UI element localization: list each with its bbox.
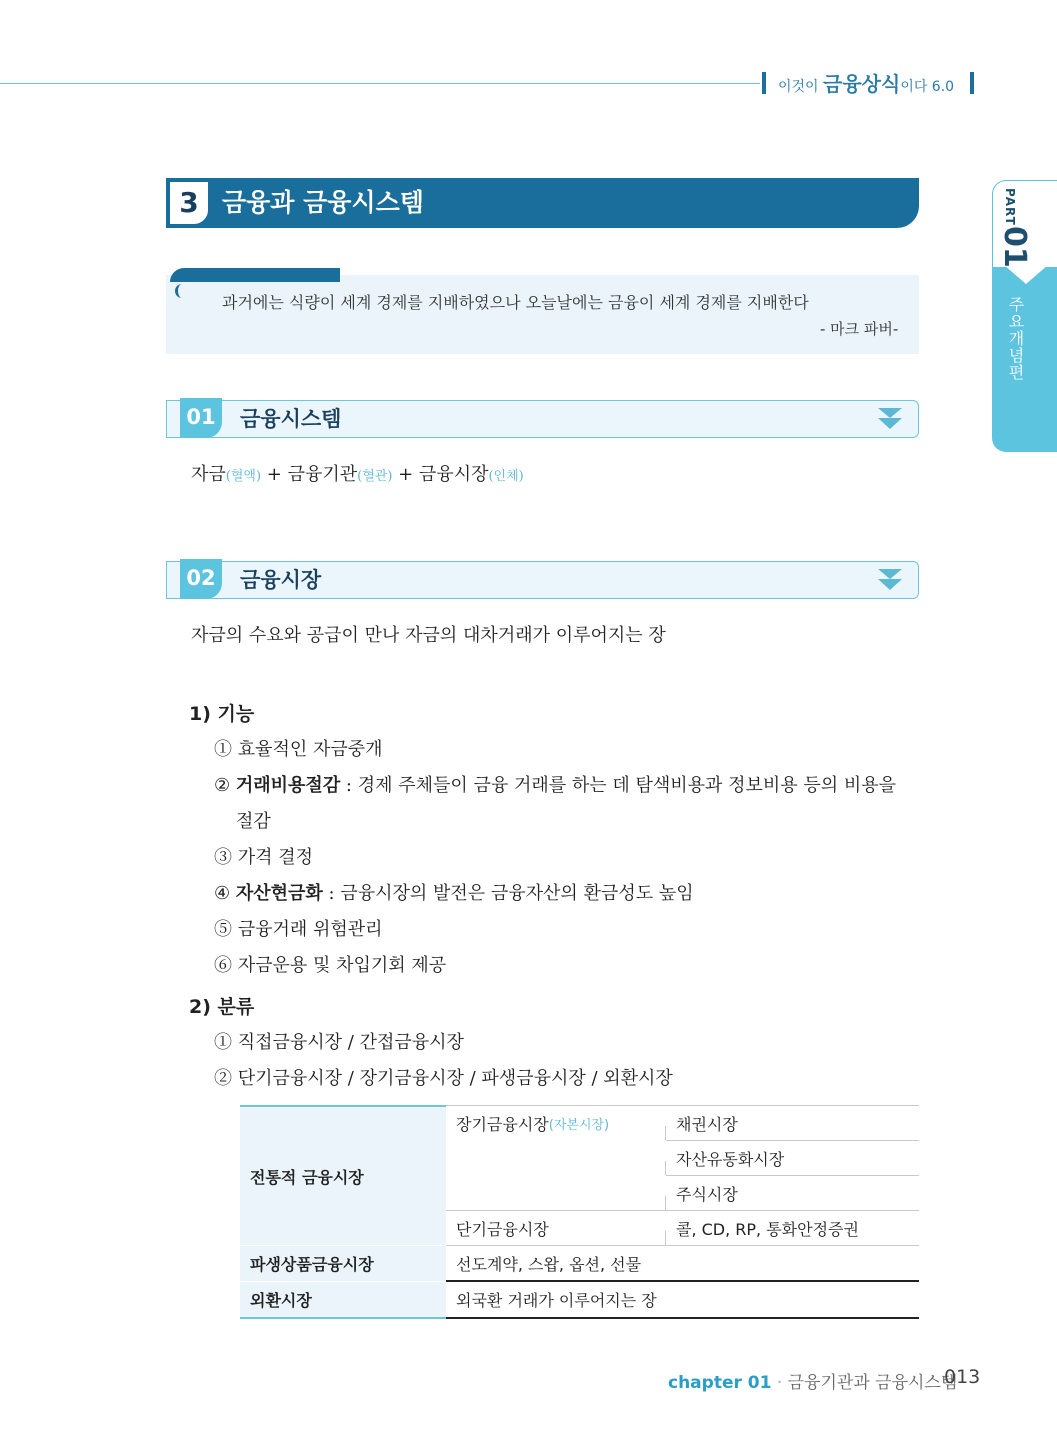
- chapter-number: 3: [168, 180, 210, 226]
- header-emphasis: 금융상식: [823, 72, 901, 96]
- item-marker: ②: [214, 775, 231, 796]
- classification-item-1: [214, 1028, 464, 1054]
- header-bar-left: [762, 72, 766, 94]
- classification-item-2: [214, 1064, 673, 1090]
- formula-institution-note: (혈관): [357, 469, 393, 484]
- section-title-01: 금융시스템: [240, 407, 342, 431]
- item-marker: ②: [214, 1068, 232, 1089]
- quote-text: 과거에는 식량이 세계 경제를 지배하였으나 오늘날에는 금융이 세계 경제를 지배한다: [222, 293, 809, 312]
- chevron-down-icon: [878, 408, 902, 430]
- section-number-01: 01: [180, 398, 222, 438]
- function-item-1: [214, 735, 383, 761]
- cell-derivatives-market: 파생상품금융시장: [240, 1246, 446, 1281]
- side-tab-part-label: PART: [1003, 188, 1017, 226]
- quote-box: [166, 275, 919, 354]
- long-term-label: 장기금융시장: [456, 1115, 549, 1134]
- function-item-3: [214, 843, 313, 869]
- item-term: 자산현금화: [235, 883, 323, 904]
- cell-long-term-market: [446, 1106, 664, 1141]
- table-col-tick: [665, 1126, 666, 1140]
- item-text: 가격 결정: [237, 847, 314, 868]
- header-bar-right: [970, 72, 974, 94]
- item-text: 금융거래 위험관리: [237, 919, 383, 940]
- header-suffix: 이다 6.0: [900, 79, 955, 95]
- cell-derivatives-items: 선도계약, 스왑, 옵션, 선물: [456, 1255, 642, 1274]
- cell-stock-market: 주식시장: [676, 1185, 738, 1204]
- item-marker: ①: [214, 739, 232, 760]
- item-text: 자금운용 및 차입기회 제공: [237, 955, 447, 976]
- section-title-02: 금융시장: [240, 568, 322, 592]
- footer-separator: ·: [776, 1373, 783, 1393]
- table-bottom-rule: [446, 1317, 919, 1319]
- item-text: : 금융시장의 발전은 금융자산의 환금성도 높임: [322, 883, 694, 904]
- table-rule-left: [240, 1245, 446, 1246]
- classification-heading: 2) 분류: [189, 996, 255, 1018]
- cell-short-term-items: 콜, CD, RP, 통화안정증권: [676, 1220, 859, 1239]
- cell-traditional-market: 전통적 금융시장: [240, 1106, 446, 1246]
- formula-market: + 금융시장: [392, 464, 489, 485]
- table-bottom-rule-left: [240, 1317, 446, 1319]
- quote-author: - 마크 파버-: [820, 320, 899, 338]
- table-top-rule: [446, 1105, 919, 1106]
- item-marker: ⑥: [214, 955, 232, 976]
- item-marker: ⑤: [214, 919, 232, 940]
- financial-market-definition: 자금의 수요와 공급이 만나 자금의 대차거래가 이루어지는 장: [191, 625, 666, 646]
- function-item-2-continued: 절감: [236, 811, 271, 832]
- item-term: 거래비용절감: [235, 775, 341, 796]
- table-rule: [666, 1140, 919, 1141]
- chevron-down-icon: [878, 569, 902, 591]
- formula-market-note: (인체): [488, 469, 524, 484]
- function-item-6: [214, 951, 446, 977]
- table-col-tick: [665, 1161, 666, 1175]
- table-rule: [446, 1245, 919, 1246]
- item-marker: ④: [214, 883, 231, 904]
- cell-short-term-market: 단기금융시장: [456, 1220, 549, 1239]
- chapter-title: 금융과 금융시스템: [222, 188, 424, 217]
- item-text: 효율적인 자금중개: [237, 739, 383, 760]
- table-col-tick: [665, 1231, 666, 1245]
- financial-system-formula: [191, 460, 524, 486]
- formula-fund-note: (혈액): [225, 469, 262, 484]
- cell-fx-desc: 외국환 거래가 이루어지는 장: [456, 1291, 657, 1310]
- side-tab-title: 주요개념편: [1006, 296, 1025, 381]
- item-text: 단기금융시장 / 장기금융시장 / 파생금융시장 / 외환시장: [237, 1068, 673, 1089]
- cell-abs-market: 자산유동화시장: [676, 1150, 785, 1169]
- quote-mark-icon: [175, 284, 189, 298]
- cell-bond-market: 채권시장: [676, 1115, 738, 1134]
- item-marker: ①: [214, 1032, 232, 1053]
- footer: [668, 1368, 957, 1393]
- item-marker: ③: [214, 847, 232, 868]
- table-rule: [666, 1175, 919, 1176]
- cell-fx-market: 외환시장: [240, 1282, 446, 1317]
- header-rule: [0, 83, 760, 84]
- running-header: [778, 72, 954, 96]
- section-number-02: 02: [180, 559, 222, 599]
- footer-chapter: chapter 01: [668, 1373, 772, 1393]
- function-item-5: [214, 915, 383, 941]
- item-text: 직접금융시장 / 간접금융시장: [237, 1032, 464, 1053]
- functions-heading: 1) 기능: [189, 703, 255, 725]
- item-text: : 경제 주체들이 금융 거래를 하는 데 탐색비용과 정보비용 등의 비용을: [340, 775, 897, 796]
- table-rule-left: [240, 1281, 446, 1282]
- table-rule: [446, 1210, 919, 1211]
- table-top-rule-left: [240, 1105, 446, 1107]
- side-tab-part-number: 01: [997, 226, 1032, 268]
- function-item-4: [214, 879, 694, 905]
- long-term-note: (자본시장): [548, 1118, 610, 1133]
- table-col-tick: [665, 1196, 666, 1210]
- table-rule-dark: [446, 1280, 919, 1282]
- page-number: 013: [944, 1366, 981, 1388]
- header-prefix: 이것이: [778, 79, 819, 95]
- footer-title: 금융기관과 금융시스템: [787, 1373, 958, 1393]
- quote-box-tab: [170, 268, 340, 282]
- function-item-2: [214, 771, 896, 797]
- formula-institution: + 금융기관: [261, 464, 358, 485]
- formula-fund: 자금: [191, 464, 226, 485]
